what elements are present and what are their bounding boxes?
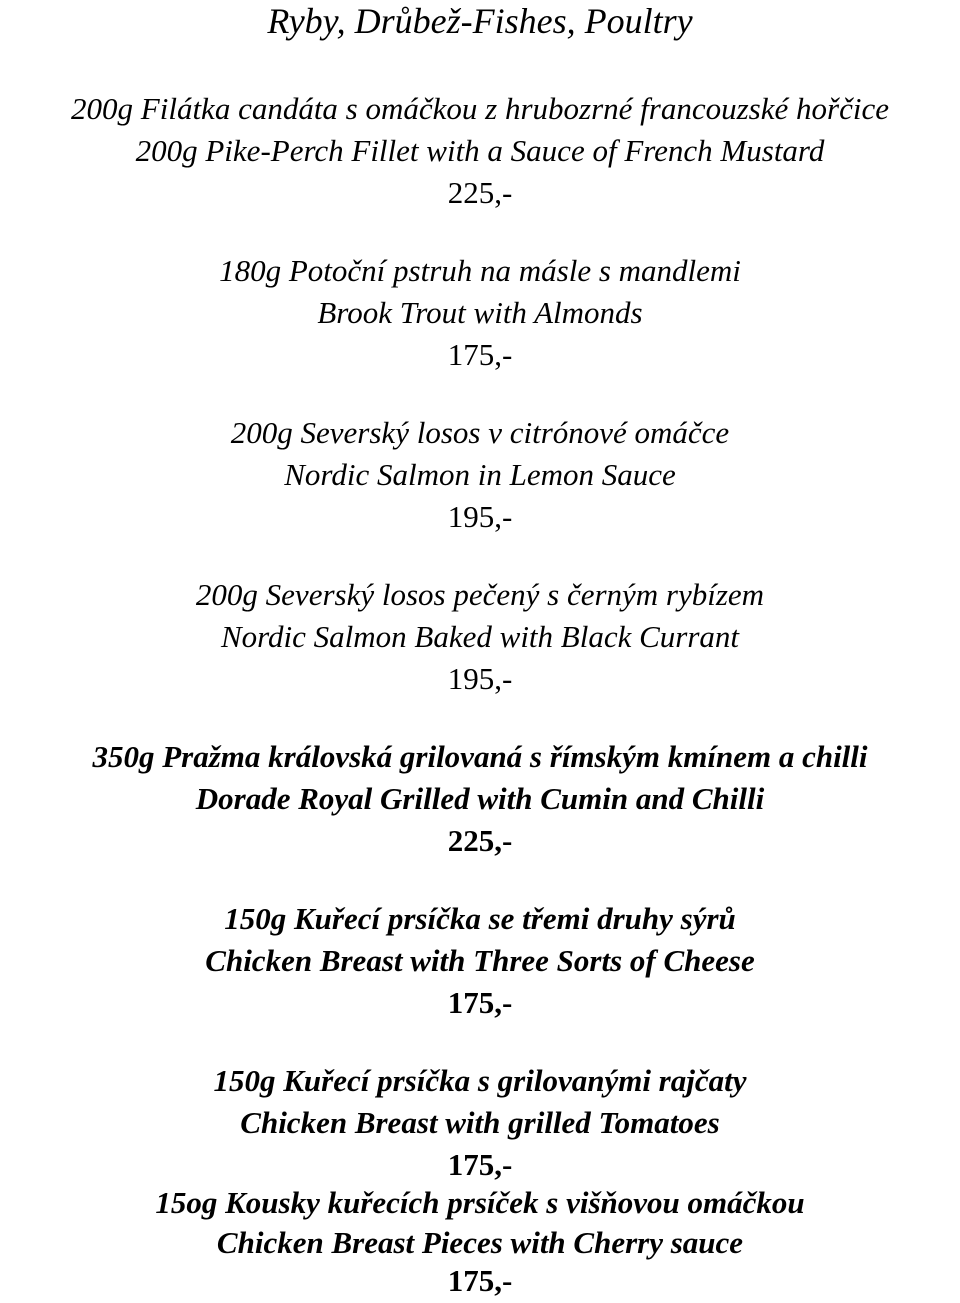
item-english-name: Chicken Breast with grilled Tomatoes <box>240 1105 720 1140</box>
page-title: Ryby, Drůbež-Fishes, Poultry <box>267 1 693 41</box>
item-english-name: Chicken Breast with Three Sorts of Cheese <box>205 943 755 978</box>
item-czech-name: 350g Pražma královská grilovaná s římským kmínem a chilli <box>92 739 868 774</box>
item-price: 225,- <box>447 823 513 858</box>
item-price: 175,- <box>447 1147 513 1182</box>
item-english-name: Nordic Salmon Baked with Black Currant <box>220 619 740 654</box>
item-english-name: Dorade Royal Grilled with Cumin and Chilli <box>195 781 765 816</box>
item-price: 175,- <box>447 985 513 1020</box>
item-czech-name: 150g Kuřecí prsíčka s grilovanými rajčaty <box>213 1063 747 1098</box>
item-price: 195,- <box>447 661 513 696</box>
item-english-name: Chicken Breast Pieces with Cherry sauce <box>216 1225 744 1260</box>
item-czech-name: 200g Severský losos pečený s černým rybízem <box>195 577 765 612</box>
item-czech-name: 200g Filátka candáta s omáčkou z hrubozrné francouzské hořčice <box>71 91 889 126</box>
item-czech-name: 180g Potoční pstruh na másle s mandlemi <box>219 253 741 288</box>
item-english-name: Brook Trout with Almonds <box>317 295 643 330</box>
item-price: 175,- <box>447 1263 513 1298</box>
item-czech-name: 200g Severský losos v citrónové omáčce <box>230 415 730 450</box>
item-price: 195,- <box>447 499 513 534</box>
item-czech-name: 150g Kuřecí prsíčka se třemi druhy sýrů <box>224 901 736 936</box>
item-english-name: Nordic Salmon in Lemon Sauce <box>284 457 676 492</box>
item-czech-name: 15og Kousky kuřecích prsíček s višňovou omáčkou <box>155 1185 805 1220</box>
item-price: 175,- <box>447 337 513 372</box>
item-price: 225,- <box>447 175 513 210</box>
item-english-name: 200g Pike-Perch Fillet with a Sauce of French Mustard <box>135 133 825 168</box>
